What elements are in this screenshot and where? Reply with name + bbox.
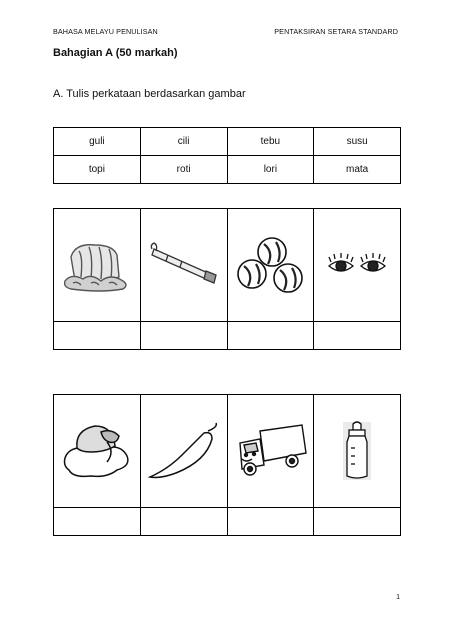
picture-cell [227, 209, 314, 322]
word-cell: guli [54, 128, 141, 156]
chili-icon [146, 421, 222, 481]
answer-cell[interactable] [54, 508, 141, 536]
picture-row [54, 395, 401, 508]
word-cell: tebu [227, 128, 314, 156]
picture-row [54, 209, 401, 322]
answer-cell[interactable] [140, 322, 227, 350]
question-text: A. Tulis perkataan berdasarkan gambar [53, 88, 246, 100]
answer-cell[interactable] [54, 322, 141, 350]
hat-icon [61, 418, 133, 484]
answer-row [54, 508, 401, 536]
word-cell: mata [314, 156, 401, 184]
picture-cell [314, 209, 401, 322]
picture-grid-2 [53, 394, 401, 536]
section-title: Bahagian A (50 markah) [53, 47, 178, 59]
picture-cell [54, 209, 141, 322]
marbles-icon [234, 234, 306, 296]
picture-cell [227, 395, 314, 508]
word-row [54, 156, 401, 184]
page-number: 1 [396, 594, 400, 601]
answer-cell[interactable] [140, 508, 227, 536]
picture-cell [140, 209, 227, 322]
word-cell: roti [140, 156, 227, 184]
sugarcane-icon [148, 237, 220, 293]
header-subject: BAHASA MELAYU PENULISAN [53, 27, 158, 36]
word-cell: topi [54, 156, 141, 184]
answer-cell[interactable] [227, 322, 314, 350]
truck-icon [230, 421, 310, 481]
picture-cell [314, 395, 401, 508]
bread-icon [61, 237, 133, 293]
answer-row [54, 322, 401, 350]
milk-bottle-icon [337, 420, 377, 482]
answer-cell[interactable] [227, 508, 314, 536]
answer-cell[interactable] [314, 322, 401, 350]
picture-cell [54, 395, 141, 508]
answer-cell[interactable] [314, 508, 401, 536]
word-cell: susu [314, 128, 401, 156]
word-cell: lori [227, 156, 314, 184]
picture-cell [140, 395, 227, 508]
word-bank-table [53, 127, 401, 184]
word-row [54, 128, 401, 156]
header-assessment: PENTAKSIRAN SETARA STANDARD [274, 27, 398, 36]
word-cell: cili [140, 128, 227, 156]
eyes-icon [325, 250, 389, 280]
picture-grid-1 [53, 208, 401, 350]
